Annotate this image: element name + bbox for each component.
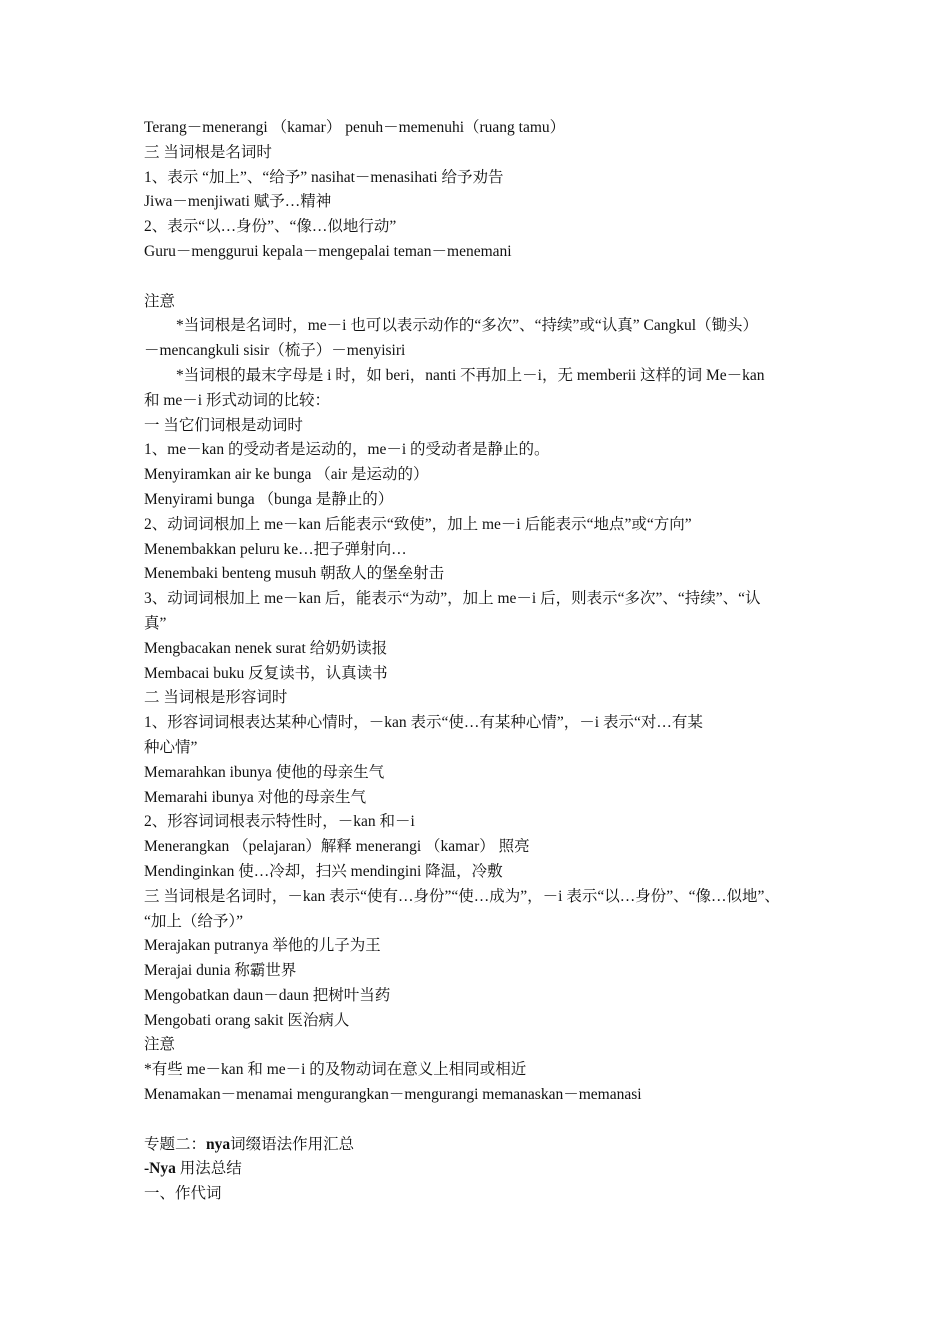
example-line: Merajakan putranya 举他的儿子为王 [144,937,381,955]
example-line: Menerangkan （pelajaran）解释 menerangi （kamar） 照亮 [144,838,530,856]
example-line: Mengobati orang sakit 医治病人 [144,1011,350,1029]
section-heading: 二 当词根是形容词时 [144,689,288,707]
text-line: Jiwa－menjiwati 赋予…精神 [144,193,332,211]
section-heading: 一 当它们词根是动词时 [144,416,303,434]
text-line: Guru－menggurui kepala－mengepalai teman－menemani [144,242,512,260]
example-line: Menembakkan peluru ke…把子弹射向… [144,540,407,558]
text-line: －mencangkuli sisir（梳子）－menyisiri [144,342,406,360]
section2-item: 一、作代词 [144,1185,222,1203]
section2-title-prefix: 专题二： [144,1135,207,1153]
text-line: Terang－menerangi （kamar） penuh－memenuhi（ruang tamu） [144,119,566,136]
blank-line [144,265,810,290]
text-line: 2、形容词词根表示特性时，－kan 和－i [144,813,415,831]
text-line: 1、表示 “加上”、“给予” nasihat－menasihati 给予劝告 [144,168,504,186]
document-body [144,116,810,1207]
section-heading: 三 当词根是名词时 [144,143,272,161]
example-line: Merajai dunia 称霸世界 [144,962,297,980]
section2-subtitle-rest: 用法总结 [175,1160,242,1178]
example-line: Mendinginkan 使…冷却，扫兴 mendingini 降温，冷敷 [144,862,503,880]
example-line: Menamakan－menamai mengurangkan－mengurangi memanaskan－memanasi [144,1086,642,1104]
note-item: *有些 me－kan 和 me－i 的及物动词在意义上相同或相近 [144,1061,527,1079]
example-line: Memarahi ibunya 对他的母亲生气 [144,788,367,806]
note-item: *当词根的最末字母是 i 时，如 beri，nanti 不再加上－i，无 memberii 这样的词 Me－kan [176,366,765,384]
section2-title [144,1133,810,1158]
example-line: Membacai buku 反复读书，认真读书 [144,664,388,682]
text-line: 真” [144,614,167,632]
text-line: 1、形容词词根表达某种心情时，－kan 表示“使…有某种心情”，－i 表示“对…有某 [144,714,703,732]
text-line: 和 me－i 形式动词的比较： [144,391,330,409]
section2-subtitle-bold: -Nya [144,1160,176,1178]
note-heading: 注意 [144,292,176,310]
section-heading: 三 当词根是名词时，－kan 表示“使有…身份”“使…成为”，－i 表示“以…身份”、“像…似地”、 [144,887,780,905]
text-line: 种心情” [144,738,198,756]
example-line: Mengbacakan nenek surat 给奶奶读报 [144,639,388,657]
blank-line [144,1108,810,1133]
text-line: “加上（给予）” [144,912,244,930]
example-line: Menyiramkan air ke bunga （air 是运动的） [144,466,429,484]
text-line: 2、动词词根加上 me－kan 后能表示“致使”，加上 me－i 后能表示“地点”或“方向” [144,515,692,533]
note-item: *当词根是名词时，me－i 也可以表示动作的“多次”、“持续”或“认真” Cangkul（锄头） [176,317,759,335]
section2-subtitle [144,1157,810,1182]
note-heading: 注意 [144,1036,176,1054]
text-line: 1、me－kan 的受动者是运动的，me－i 的受动者是静止的。 [144,441,550,459]
section2-title-suffix: 词缀语法作用汇总 [230,1135,355,1153]
example-line: Mengobatkan daun－daun 把树叶当药 [144,986,391,1004]
text-line: 3、动词词根加上 me－kan 后，能表示“为动”，加上 me－i 后，则表示“多次”、“持续”、“认 [144,590,761,608]
text-line: 2、表示“以…身份”、“像…似地行动” [144,218,397,236]
example-line: Menembaki benteng musuh 朝敌人的堡垒射击 [144,565,445,583]
section2-title-bold: nya [206,1135,231,1153]
example-line: Menyirami bunga （bunga 是静止的） [144,490,394,508]
example-line: Memarahkan ibunya 使他的母亲生气 [144,763,385,781]
